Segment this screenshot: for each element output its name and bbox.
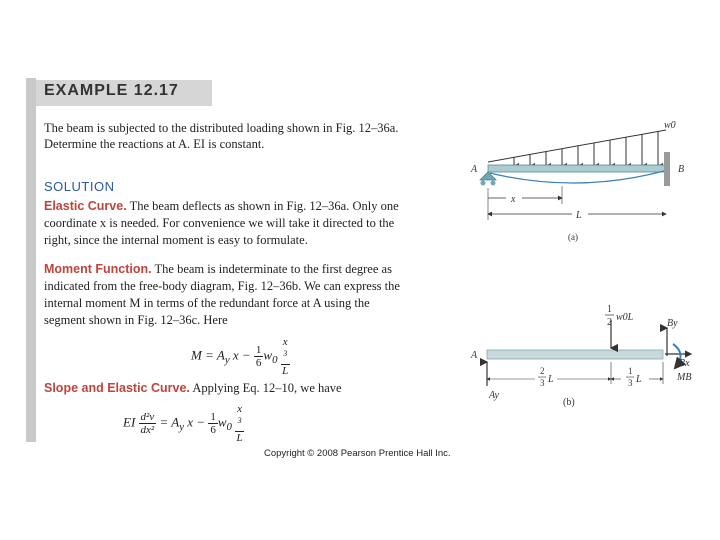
eq2-mid: x − (187, 414, 206, 430)
beam-a (488, 165, 666, 172)
elastic-line-3: right, since the internal moment is easy to formulate. (44, 233, 308, 247)
eq2-w: w (217, 414, 227, 430)
eq2-sub: y (179, 420, 185, 433)
roller-2 (491, 181, 496, 186)
label-a-a: A (471, 164, 478, 175)
support-a (480, 172, 496, 180)
eq2-derivative (139, 411, 157, 436)
load-outline (488, 130, 666, 162)
moment-line-2: indicated from the free-body diagram, Fig. 12–36b. We can express the (44, 279, 400, 293)
eq2-x3-fraction (235, 403, 244, 444)
label-mb: MB (677, 372, 692, 383)
label-bx: Bx (679, 358, 690, 369)
eq2-x3-den: L (236, 431, 243, 444)
eq1-x3-sup: 3 (283, 349, 288, 358)
dim2-num: 1 (628, 366, 633, 376)
slope-text-1: Applying Eq. 12–10, we have (192, 381, 342, 395)
beam-b (487, 350, 663, 359)
eq1-mid: x − (232, 347, 251, 363)
moment-line-3: internal moment M in terms of the redundant force at A using the (44, 296, 370, 310)
slope-line-1 (44, 380, 342, 396)
eq1-w: w (263, 347, 273, 363)
roller-1 (481, 181, 486, 186)
eq2-dx2: dx² (140, 423, 155, 436)
left-margin-bar (26, 78, 36, 442)
eq2-ei: EI (123, 414, 136, 430)
label-by: By (667, 318, 678, 329)
eq1-fraction (254, 344, 264, 369)
dim1-tail: L (548, 374, 554, 385)
elastic-line-1 (44, 198, 399, 214)
moment-line-4: segment shown in Fig. 12–36c. Here (44, 313, 228, 327)
label-x-a: x (511, 194, 516, 205)
eq1-lhs: M = A (191, 347, 225, 363)
moment-heading: Moment Function. (44, 262, 152, 276)
eq2-frac-num: 1 (210, 410, 216, 423)
label-a-b: A (471, 350, 478, 361)
eq2-frac-den: 6 (210, 423, 216, 436)
dim2-tail: L (636, 374, 642, 385)
eq2-x3-num: x (237, 403, 243, 415)
figure-a (466, 116, 696, 246)
caption-a: (a) (568, 232, 578, 242)
eq1-x3-den: L (282, 364, 289, 377)
moment-text-1: The beam is indeterminate to the first degree as (154, 262, 392, 276)
label-b-a: B (678, 164, 685, 175)
problem-line-1: The beam is subjected to the distributed loading shown in Fig. 12–36a. (44, 121, 399, 135)
eq1-x3-fraction (281, 336, 290, 377)
figure-b (441, 300, 696, 416)
force-frac-num: 1 (607, 304, 612, 315)
slope-heading: Slope and Elastic Curve. (44, 381, 190, 395)
eq2-eq: = A (159, 414, 180, 430)
eq2-w-sub: 0 (226, 420, 232, 433)
elastic-text-1: The beam deflects as shown in Fig. 12–36a. Only one (129, 199, 399, 213)
eq1-frac-den: 6 (255, 356, 262, 369)
textbook-page (26, 78, 696, 442)
force-tail: w0L (616, 312, 634, 323)
moment-line-1 (44, 261, 392, 277)
dim2-den: 3 (628, 378, 633, 388)
eq2-d2v: d²v (140, 410, 155, 423)
moment-equation (191, 336, 290, 377)
example-title: EXAMPLE 12.17 (44, 82, 179, 99)
eq2-x3-sup: 3 (237, 416, 242, 425)
copyright-notice: Copyright © 2008 Pearson Prentice Hall Inc. (264, 448, 451, 459)
slope-equation (123, 403, 244, 444)
eq1-frac-num: 1 (255, 343, 262, 356)
elastic-heading: Elastic Curve. (44, 199, 127, 213)
eq1-sub: y (224, 353, 230, 366)
eq1-x3-num: x (282, 336, 288, 348)
caption-b: (b) (563, 397, 575, 408)
dim1-num: 2 (540, 366, 545, 376)
eq1-w-sub: 0 (272, 353, 278, 366)
load-arrows (514, 131, 658, 166)
solution-label: SOLUTION (44, 179, 115, 194)
eq2-fraction (208, 411, 218, 436)
label-l-a: L (576, 210, 582, 221)
deflection-curve (490, 171, 664, 183)
force-frac-den: 2 (607, 317, 612, 328)
problem-line-2: Determine the reactions at A. EI is constant. (44, 137, 265, 151)
wall-b (664, 152, 670, 186)
label-ay: Ay (489, 390, 499, 401)
dim1-den: 3 (540, 378, 545, 388)
label-w0-a: w0 (664, 120, 676, 131)
elastic-line-2: coordinate x is needed. For convenience we will take it directed to the (44, 216, 395, 230)
